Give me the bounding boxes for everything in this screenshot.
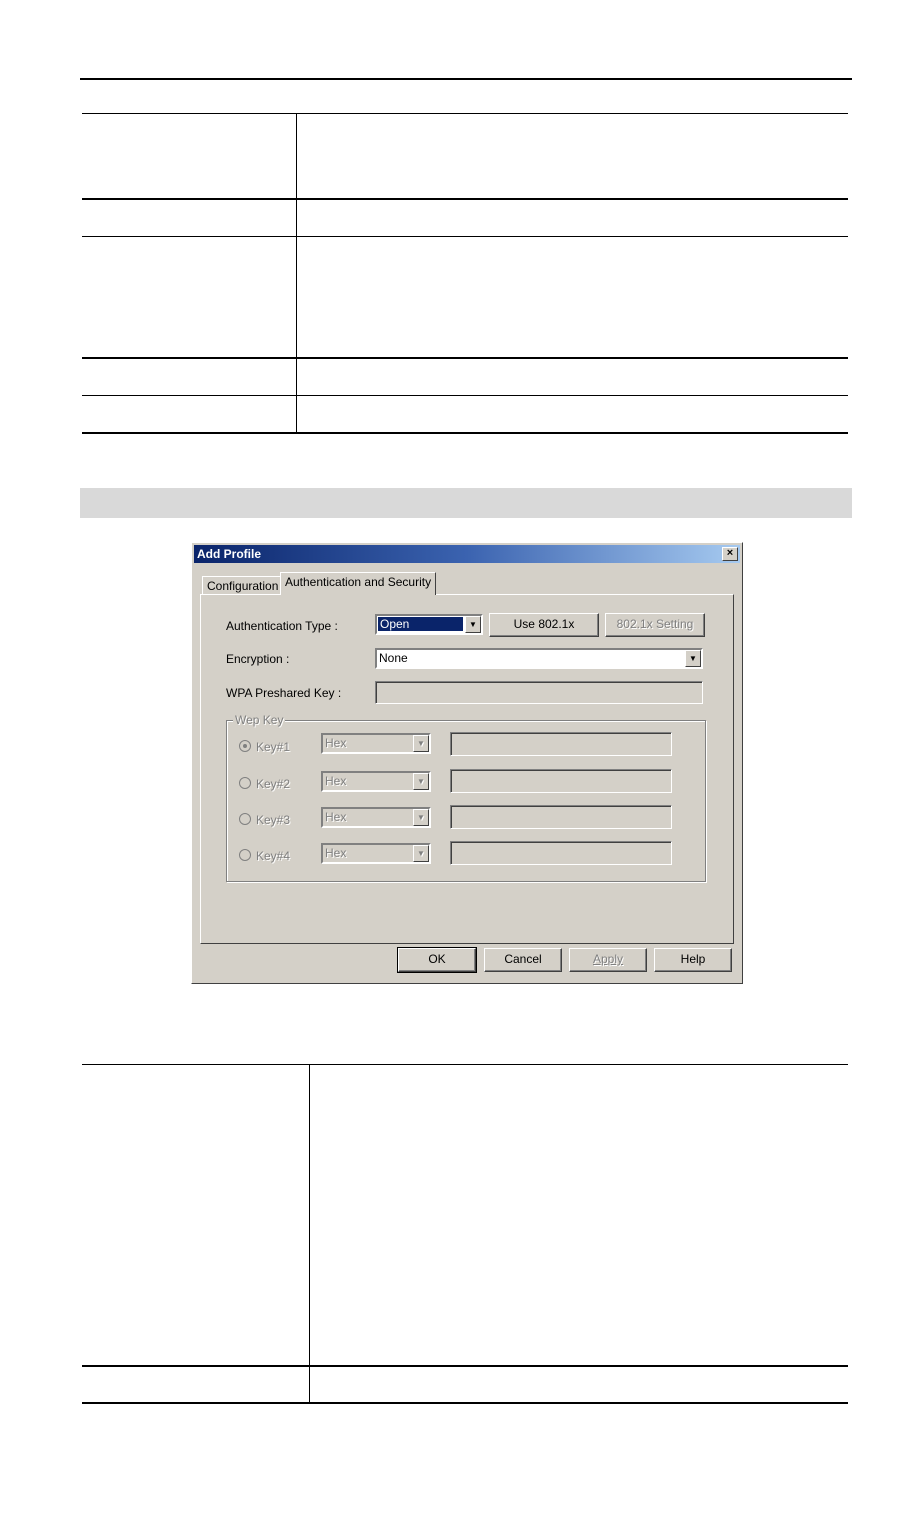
- encryption-label: Encryption :: [226, 652, 290, 666]
- auth-type-label: Authentication Type :: [226, 619, 338, 633]
- key1-format-value: Hex: [325, 736, 347, 750]
- key2-input[interactable]: [450, 769, 672, 793]
- table-rule: [82, 1402, 848, 1404]
- add-profile-dialog: [191, 542, 743, 984]
- table-rule: [82, 357, 848, 359]
- wpa-key-input[interactable]: [375, 681, 703, 704]
- dialog-title: Add Profile: [197, 547, 262, 561]
- chevron-down-icon[interactable]: ▼: [413, 773, 429, 790]
- key2-format-value: Hex: [325, 774, 347, 788]
- key3-input[interactable]: [450, 805, 672, 829]
- tab-authentication-security[interactable]: Authentication and Security: [280, 572, 436, 595]
- key2-radio[interactable]: [239, 777, 251, 789]
- key3-format-select[interactable]: [321, 807, 431, 828]
- key2-format-select[interactable]: [321, 771, 431, 792]
- chevron-down-icon[interactable]: ▼: [685, 650, 701, 667]
- help-button[interactable]: Help: [654, 948, 732, 972]
- close-icon[interactable]: ×: [722, 547, 738, 561]
- page-top-rule: [80, 78, 852, 80]
- radio-dot: [243, 744, 247, 748]
- key1-input[interactable]: [450, 732, 672, 756]
- key1-label: Key#1: [256, 740, 291, 754]
- chevron-down-icon[interactable]: ▼: [413, 809, 429, 826]
- table-divider: [309, 1064, 310, 1403]
- auth-type-select[interactable]: [375, 614, 483, 635]
- tab-configuration[interactable]: Configuration: [202, 576, 283, 595]
- key3-format-value: Hex: [325, 810, 347, 824]
- table-rule: [82, 432, 848, 434]
- table-rule: [82, 236, 848, 237]
- table-rule: [82, 113, 848, 114]
- chevron-down-icon[interactable]: ▼: [413, 735, 429, 752]
- apply-button[interactable]: Apply: [569, 948, 647, 972]
- use-8021x-button[interactable]: Use 802.1x: [489, 613, 599, 637]
- wpa-key-label: WPA Preshared Key :: [226, 686, 342, 700]
- table-divider: [296, 113, 297, 434]
- table-rule: [82, 1064, 848, 1065]
- key4-radio[interactable]: [239, 849, 251, 861]
- chevron-down-icon[interactable]: ▼: [413, 845, 429, 862]
- key4-input[interactable]: [450, 841, 672, 865]
- encryption-select[interactable]: [375, 648, 703, 669]
- table-rule: [82, 1365, 848, 1367]
- 8021x-setting-button[interactable]: 802.1x Setting: [605, 613, 705, 637]
- key1-format-select[interactable]: [321, 733, 431, 754]
- table-rule: [82, 198, 848, 200]
- auth-type-value: Open: [378, 617, 463, 631]
- encryption-value: None: [379, 651, 408, 665]
- key3-radio[interactable]: [239, 813, 251, 825]
- key4-format-select[interactable]: [321, 843, 431, 864]
- dialog-titlebar: [194, 545, 740, 563]
- wep-key-group-label: Wep Key: [235, 713, 284, 727]
- tab-panel: [200, 594, 734, 944]
- key1-radio[interactable]: [239, 740, 251, 752]
- ok-button[interactable]: OK: [398, 948, 476, 972]
- cancel-button[interactable]: Cancel: [484, 948, 562, 972]
- key4-format-value: Hex: [325, 846, 347, 860]
- chevron-down-icon[interactable]: ▼: [465, 616, 481, 633]
- key3-label: Key#3: [256, 813, 291, 827]
- section-heading-bar: [80, 488, 852, 518]
- table-rule: [82, 395, 848, 396]
- key2-label: Key#2: [256, 777, 291, 791]
- key4-label: Key#4: [256, 849, 291, 863]
